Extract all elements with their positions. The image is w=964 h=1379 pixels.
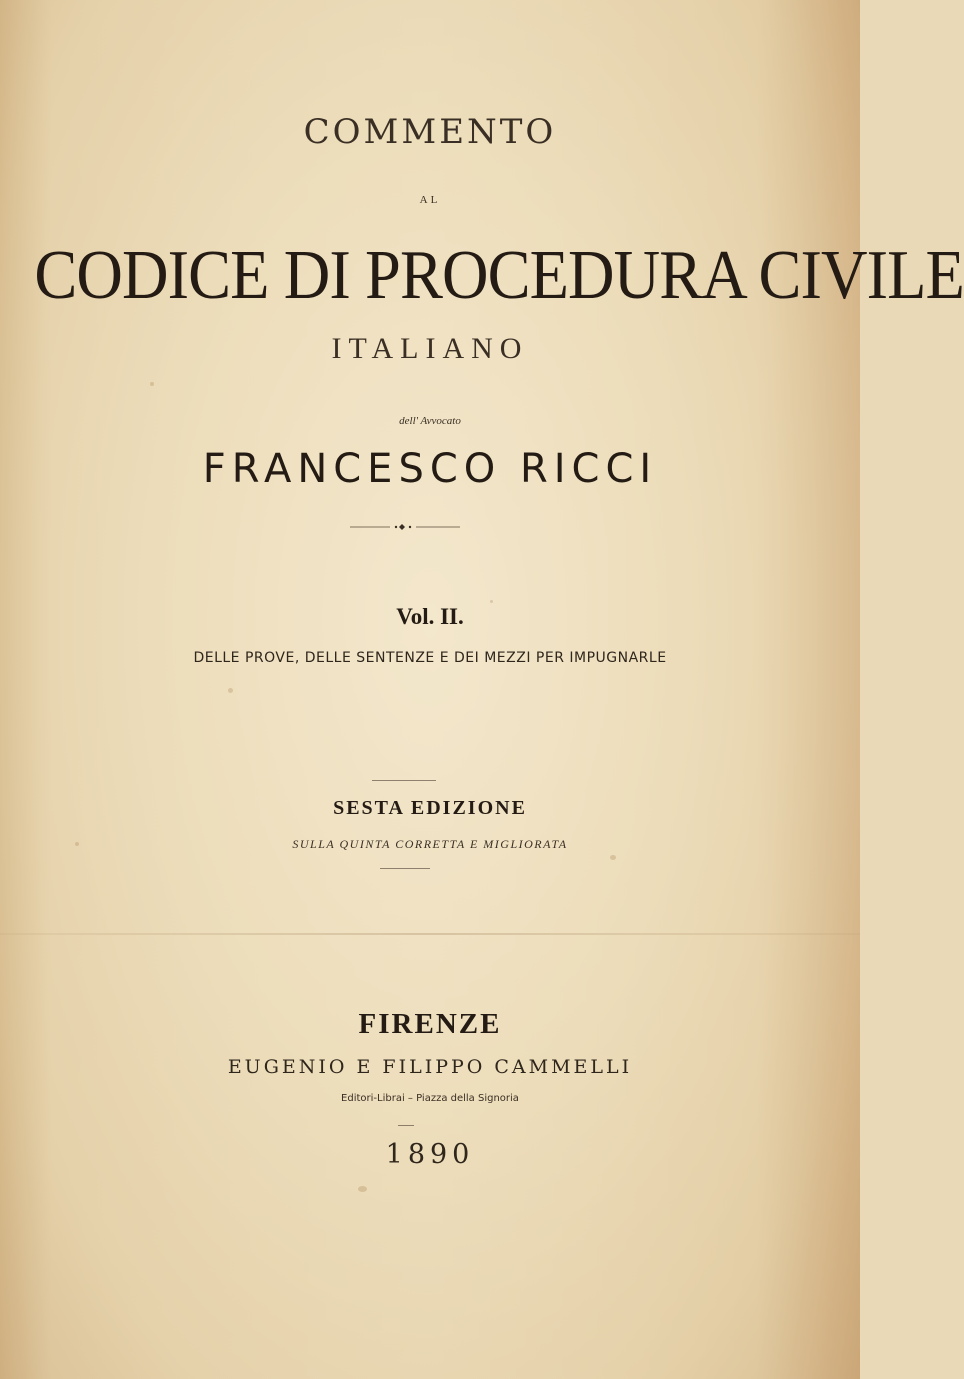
volume-number: Vol. II. (396, 604, 464, 629)
main-title: CODICE DI PROCEDURA CIVILE (34, 237, 964, 314)
author-prefix: dell' Avvocato (399, 415, 461, 427)
author-name: FRANCESCO RICCI (202, 446, 658, 492)
publisher-name: EUGENIO E FILIPPO CAMMELLI (227, 1056, 633, 1078)
heading-commento: COMMENTO (303, 112, 557, 152)
heading-al: AL (419, 194, 441, 206)
volume-subtitle: DELLE PROVE, DELLE SENTENZE E DEI MEZZI PER IMPUGNARLE (193, 650, 667, 666)
paper-stain (358, 1186, 367, 1192)
rule-above-edition (372, 780, 436, 781)
subtitle-italiano: ITALIANO (331, 332, 529, 365)
edition-subtitle: SULLA QUINTA CORRETTA E MIGLIORATA (292, 837, 568, 851)
page-fold-crease (0, 933, 860, 935)
rule-above-year (398, 1125, 414, 1126)
edition-heading: SESTA EDIZIONE (333, 797, 527, 819)
paper-stain (610, 855, 616, 860)
publication-year: 1890 (385, 1139, 475, 1170)
rule-below-edition (380, 868, 430, 869)
paper-stain (490, 600, 493, 603)
divider-ornament-icon (350, 522, 460, 532)
paper-stain (228, 688, 233, 693)
publication-city: FIRENZE (358, 1008, 502, 1040)
publisher-address: Editori-Librai – Piazza della Signoria (341, 1093, 519, 1104)
paper-stain (150, 382, 154, 386)
